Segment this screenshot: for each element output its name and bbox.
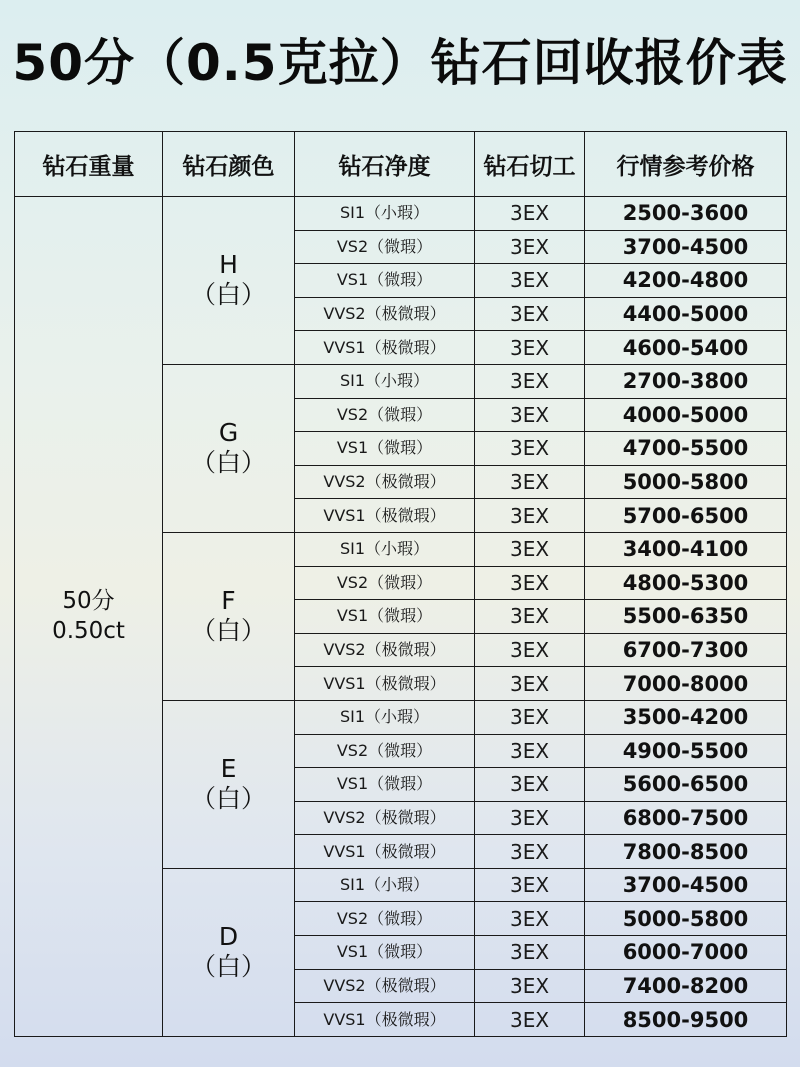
cut-cell: 3EX [475,398,585,432]
color-grade: H [219,250,238,280]
clarity-cell: VVS2（极微瑕） [295,801,475,835]
color-grade: D [218,922,239,952]
price-cell: 2700-3800 [585,364,787,398]
price-cell: 3500-4200 [585,700,787,734]
table-row [15,197,787,231]
cut-cell: 3EX [475,331,585,365]
price-cell: 3400-4100 [585,532,787,566]
cut-cell: 3EX [475,600,585,634]
cut-cell: 3EX [475,465,585,499]
clarity-cell: VS2（微瑕） [295,566,475,600]
clarity-cell: SI1（小瑕） [295,197,475,231]
weight-carat: 0.50ct [52,618,125,645]
cut-cell: 3EX [475,264,585,298]
price-cell: 4200-4800 [585,264,787,298]
color-cell [163,868,295,1036]
header-clarity: 钻石净度 [295,132,475,197]
price-cell: 5000-5800 [585,465,787,499]
clarity-cell: VVS1（极微瑕） [295,835,475,869]
price-cell: 8500-9500 [585,1003,787,1037]
color-note: （白） [190,448,266,478]
clarity-cell: VS1（微瑕） [295,432,475,466]
price-cell: 2500-3600 [585,197,787,231]
clarity-cell: VVS1（极微瑕） [295,667,475,701]
price-cell: 5600-6500 [585,768,787,802]
cut-cell: 3EX [475,768,585,802]
weight-cell [15,197,163,1037]
cut-cell: 3EX [475,969,585,1003]
clarity-cell: SI1（小瑕） [295,364,475,398]
cut-cell: 3EX [475,700,585,734]
clarity-cell: SI1（小瑕） [295,532,475,566]
price-cell: 3700-4500 [585,868,787,902]
clarity-cell: VVS2（极微瑕） [295,633,475,667]
cut-cell: 3EX [475,197,585,231]
cut-cell: 3EX [475,230,585,264]
price-cell: 4400-5000 [585,297,787,331]
cut-cell: 3EX [475,532,585,566]
color-cell [163,364,295,532]
clarity-cell: VVS1（极微瑕） [295,1003,475,1037]
color-grade: G [218,418,239,448]
color-cell [163,532,295,700]
weight-label: 50分 [62,588,115,615]
clarity-cell: VS1（微瑕） [295,936,475,970]
price-cell: 5000-5800 [585,902,787,936]
cut-cell: 3EX [475,734,585,768]
cut-cell: 3EX [475,633,585,667]
clarity-cell: VVS2（极微瑕） [295,465,475,499]
color-cell [163,700,295,868]
clarity-cell: SI1（小瑕） [295,700,475,734]
price-cell: 5500-6350 [585,600,787,634]
cut-cell: 3EX [475,835,585,869]
price-cell: 4600-5400 [585,331,787,365]
color-note: （白） [190,280,266,310]
header-cut: 钻石切工 [475,132,585,197]
cut-cell: 3EX [475,1003,585,1037]
clarity-cell: VVS1（极微瑕） [295,499,475,533]
color-note: （白） [190,784,266,814]
cut-cell: 3EX [475,297,585,331]
price-cell: 4800-5300 [585,566,787,600]
clarity-cell: SI1（小瑕） [295,868,475,902]
cut-cell: 3EX [475,364,585,398]
table-header-row [15,132,787,197]
color-note: （白） [190,952,266,982]
header-price: 行情参考价格 [585,132,787,197]
clarity-cell: VS2（微瑕） [295,734,475,768]
price-table [14,131,787,1037]
cut-cell: 3EX [475,432,585,466]
clarity-cell: VVS1（极微瑕） [295,331,475,365]
price-cell: 4900-5500 [585,734,787,768]
clarity-cell: VS1（微瑕） [295,768,475,802]
price-cell: 6700-7300 [585,633,787,667]
page-title: 50分（0.5克拉）钻石回收报价表 [12,34,788,92]
clarity-cell: VVS2（极微瑕） [295,297,475,331]
header-color: 钻石颜色 [163,132,295,197]
color-cell [163,197,295,365]
clarity-cell: VS2（微瑕） [295,230,475,264]
price-cell: 7800-8500 [585,835,787,869]
cut-cell: 3EX [475,499,585,533]
price-cell: 7400-8200 [585,969,787,1003]
color-grade: E [220,754,237,784]
cut-cell: 3EX [475,801,585,835]
clarity-cell: VS1（微瑕） [295,264,475,298]
price-cell: 4000-5000 [585,398,787,432]
price-cell: 6000-7000 [585,936,787,970]
price-cell: 7000-8000 [585,667,787,701]
price-cell: 5700-6500 [585,499,787,533]
clarity-cell: VVS2（极微瑕） [295,969,475,1003]
cut-cell: 3EX [475,667,585,701]
cut-cell: 3EX [475,902,585,936]
cut-cell: 3EX [475,566,585,600]
cut-cell: 3EX [475,936,585,970]
clarity-cell: VS1（微瑕） [295,600,475,634]
color-grade: F [221,586,236,616]
clarity-cell: VS2（微瑕） [295,398,475,432]
price-cell: 4700-5500 [585,432,787,466]
cut-cell: 3EX [475,868,585,902]
color-note: （白） [190,616,266,646]
price-cell: 6800-7500 [585,801,787,835]
header-weight: 钻石重量 [15,132,163,197]
clarity-cell: VS2（微瑕） [295,902,475,936]
price-cell: 3700-4500 [585,230,787,264]
